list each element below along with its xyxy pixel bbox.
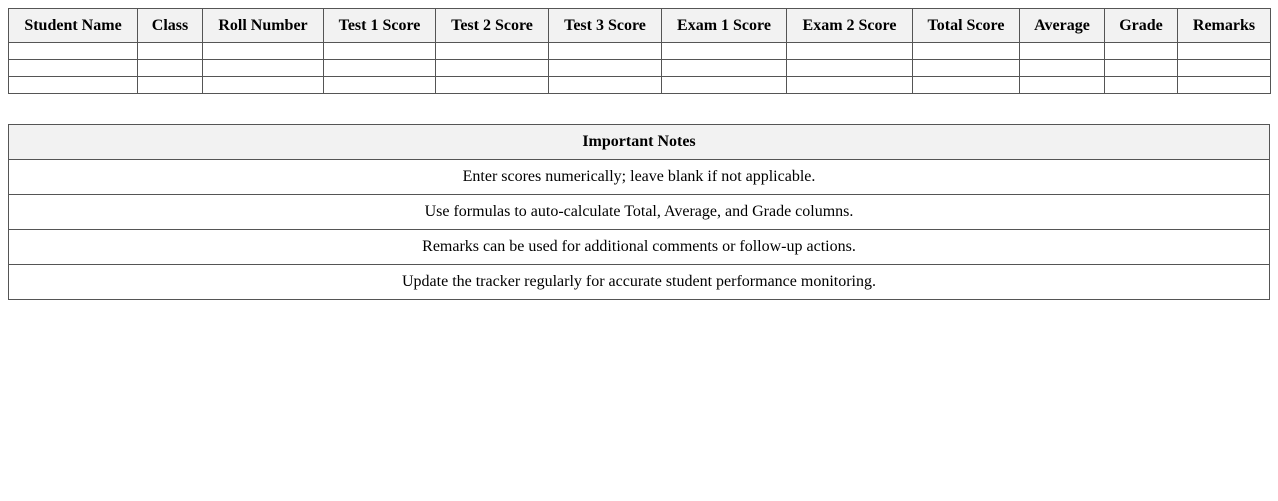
cell-test-2-score[interactable] bbox=[436, 77, 549, 94]
header-class: Class bbox=[138, 9, 203, 43]
cell-roll-number[interactable] bbox=[203, 60, 324, 77]
cell-average[interactable] bbox=[1020, 60, 1105, 77]
cell-exam-1-score[interactable] bbox=[662, 60, 787, 77]
note-item: Enter scores numerically; leave blank if not applicable. bbox=[9, 160, 1270, 195]
header-test-3-score: Test 3 Score bbox=[549, 9, 662, 43]
header-total-score: Total Score bbox=[913, 9, 1020, 43]
cell-test-3-score[interactable] bbox=[549, 60, 662, 77]
cell-total-score[interactable] bbox=[913, 77, 1020, 94]
note-row bbox=[9, 265, 1270, 300]
page-content bbox=[8, 8, 1270, 300]
cell-test-2-score[interactable] bbox=[436, 60, 549, 77]
cell-exam-2-score[interactable] bbox=[787, 77, 913, 94]
cell-exam-2-score[interactable] bbox=[787, 60, 913, 77]
note-item: Remarks can be used for additional comments or follow-up actions. bbox=[9, 230, 1270, 265]
header-roll-number: Roll Number bbox=[203, 9, 324, 43]
table-row bbox=[9, 43, 1271, 60]
cell-test-1-score[interactable] bbox=[324, 77, 436, 94]
header-remarks: Remarks bbox=[1178, 9, 1271, 43]
cell-remarks[interactable] bbox=[1178, 77, 1271, 94]
student-tracker-table bbox=[8, 8, 1271, 94]
cell-test-3-score[interactable] bbox=[549, 77, 662, 94]
tracker-header-row bbox=[9, 9, 1271, 43]
cell-grade[interactable] bbox=[1105, 60, 1178, 77]
note-row bbox=[9, 160, 1270, 195]
cell-student-name[interactable] bbox=[9, 77, 138, 94]
note-row bbox=[9, 195, 1270, 230]
cell-remarks[interactable] bbox=[1178, 60, 1271, 77]
table-row bbox=[9, 60, 1271, 77]
cell-grade[interactable] bbox=[1105, 43, 1178, 60]
cell-student-name[interactable] bbox=[9, 60, 138, 77]
header-exam-2-score: Exam 2 Score bbox=[787, 9, 913, 43]
cell-total-score[interactable] bbox=[913, 60, 1020, 77]
cell-roll-number[interactable] bbox=[203, 43, 324, 60]
cell-average[interactable] bbox=[1020, 77, 1105, 94]
important-notes-table bbox=[8, 124, 1270, 300]
cell-total-score[interactable] bbox=[913, 43, 1020, 60]
cell-class[interactable] bbox=[138, 60, 203, 77]
note-row bbox=[9, 230, 1270, 265]
cell-class[interactable] bbox=[138, 43, 203, 60]
notes-title: Important Notes bbox=[9, 125, 1270, 160]
cell-grade[interactable] bbox=[1105, 77, 1178, 94]
cell-test-1-score[interactable] bbox=[324, 43, 436, 60]
header-exam-1-score: Exam 1 Score bbox=[662, 9, 787, 43]
table-row bbox=[9, 77, 1271, 94]
header-grade: Grade bbox=[1105, 9, 1178, 43]
cell-exam-1-score[interactable] bbox=[662, 43, 787, 60]
cell-class[interactable] bbox=[138, 77, 203, 94]
cell-remarks[interactable] bbox=[1178, 43, 1271, 60]
header-test-2-score: Test 2 Score bbox=[436, 9, 549, 43]
cell-exam-1-score[interactable] bbox=[662, 77, 787, 94]
note-item: Use formulas to auto-calculate Total, Average, and Grade columns. bbox=[9, 195, 1270, 230]
cell-exam-2-score[interactable] bbox=[787, 43, 913, 60]
cell-test-3-score[interactable] bbox=[549, 43, 662, 60]
note-item: Update the tracker regularly for accurate student performance monitoring. bbox=[9, 265, 1270, 300]
cell-test-2-score[interactable] bbox=[436, 43, 549, 60]
header-student-name: Student Name bbox=[9, 9, 138, 43]
cell-roll-number[interactable] bbox=[203, 77, 324, 94]
cell-student-name[interactable] bbox=[9, 43, 138, 60]
cell-average[interactable] bbox=[1020, 43, 1105, 60]
header-test-1-score: Test 1 Score bbox=[324, 9, 436, 43]
notes-header-row bbox=[9, 125, 1270, 160]
cell-test-1-score[interactable] bbox=[324, 60, 436, 77]
header-average: Average bbox=[1020, 9, 1105, 43]
